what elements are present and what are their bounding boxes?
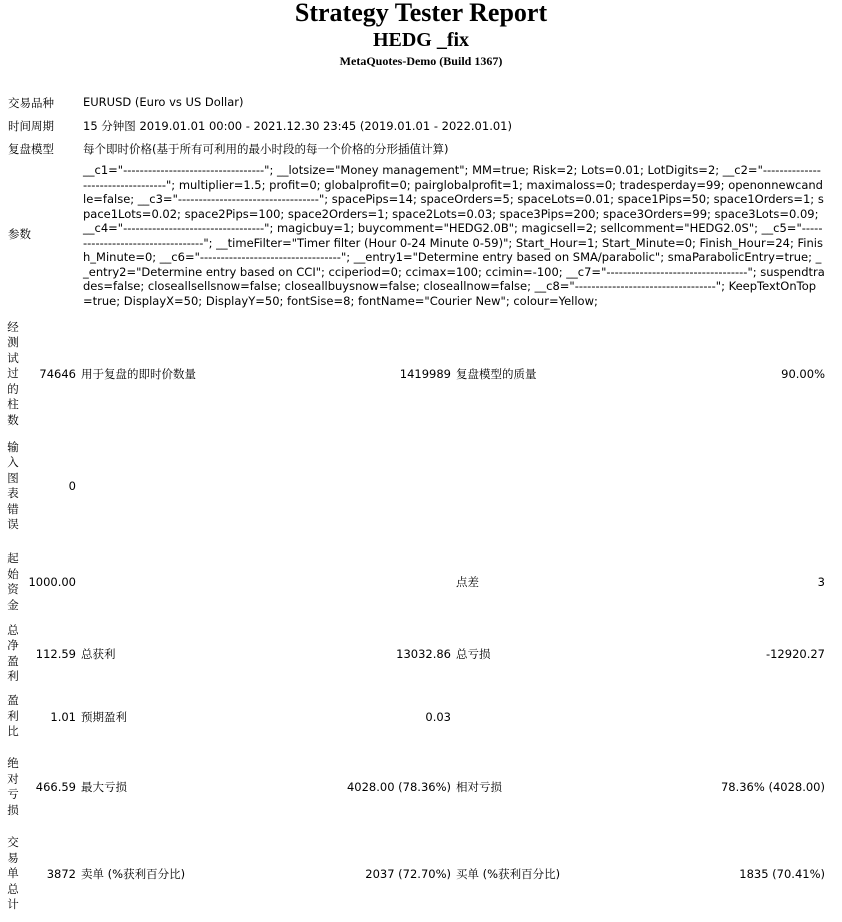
maximal-drawdown-label: 最大亏损 xyxy=(81,780,127,794)
total-trades-value: 3872 xyxy=(46,867,76,881)
parameters-label: 参数 xyxy=(8,227,31,241)
table-row xyxy=(3,318,825,430)
empty-cell xyxy=(291,430,456,542)
empty-cell xyxy=(666,685,825,748)
initial-deposit-value: 1000.00 xyxy=(28,575,76,589)
spread-value: 3 xyxy=(817,575,825,589)
expected-payoff-value: 0.03 xyxy=(425,709,451,724)
model-label: 复盘模型 xyxy=(8,142,54,156)
parameters-value: __c1="----------------------------------"; __lotsize="Money management"; MM=true; Risk=2; Lots=0.01; LotDigits=2; __c2="----------------------------------"; multiplier=1.5; profit=0; globalprofit=0; pairglobalprofit=1; maximaloss=0; tradesperday=99; openonnewcandle=false; __c3="----------------------------------"; spacePips=14; spaceOrders=5; spaceLots=0.01; space1Pips=50; space1Orders=1; space1Lots=0.02; space2Pips=100; space2Orders=1; space2Lots=0.03; space3Pips=200; space3Orders=99; space3Lots=0.09; __c4="----------------------------------"; magicbuy=1; buycomment="HEDG2.0B"; magicsell=2; sellcomment="HEDG2.0S"; __c5="----------------------------------"; __timeFilter="Timer filter (Hour 0-24 Minute 0-59)"; Start_Hour=1; Start_Minute=0; Finish_Hour=24; Finish_Minute=0; __c6="----------------------------------"; __entry1="Determine entry based on SMA/parabolic"; smaParabolicEntry=true; __entry2="Determine entry based on CCI"; cciperiod=0; ccimax=100; ccimin=-100; __c7="----------------------------------"; suspendtrades=false; closeallsellsnow=false; closeallbuysnow=false; closeallnow=false; __c8="----------------------------------"; KeepTextOnTop=true; DisplayX=50; DisplayY=50; fontSise=8; fontName="Courier New"; colour=Yellow; xyxy=(83,163,825,308)
table-row xyxy=(3,685,825,748)
relative-drawdown-label: 相对亏损 xyxy=(456,780,502,794)
absolute-drawdown-value: 466.59 xyxy=(35,780,76,794)
symbol-label: 交易品种 xyxy=(8,96,54,110)
empty-cell xyxy=(456,685,666,748)
table-row xyxy=(3,826,825,922)
long-positions-value: 1835 (70.41%) xyxy=(739,867,825,881)
chart-errors-value: 0 xyxy=(68,479,76,493)
total-net-profit-value: 112.59 xyxy=(35,646,76,661)
modelling-quality-value: 90.00% xyxy=(781,367,825,381)
table-row xyxy=(3,622,825,685)
model-value: 每个即时价格(基于所有可利用的最小时段的每一个价格的分形插值计算) xyxy=(83,142,449,156)
report-title: Strategy Tester Report xyxy=(294,0,548,27)
table-row xyxy=(3,542,825,622)
total-trades-label: 交易单总计 xyxy=(7,835,19,912)
modelling-quality-label: 复盘模型的质量 xyxy=(456,367,537,381)
table-row xyxy=(3,748,825,826)
profit-factor-value: 1.01 xyxy=(50,709,76,724)
spread-label: 点差 xyxy=(456,575,479,589)
build-info: MetaQuotes-Demo (Build 1367) xyxy=(339,54,503,68)
gross-profit-label: 总获利 xyxy=(81,646,116,661)
bars-tested-value: 74646 xyxy=(39,367,76,381)
period-value: 15 分钟图 2019.01.01 00:00 - 2021.12.30 23:45 (2019.01.01 - 2022.01.01) xyxy=(83,119,512,133)
symbol-value: EURUSD (Euro vs US Dollar) xyxy=(83,95,244,109)
chart-errors-label: 输入图表错误 xyxy=(7,439,19,531)
profit-factor-label: 盈利比 xyxy=(7,693,19,739)
short-positions-value: 2037 (72.70%) xyxy=(365,867,451,881)
total-net-profit-label: 总净盈利 xyxy=(7,622,19,683)
empty-cell xyxy=(456,430,666,542)
empty-cell xyxy=(81,542,291,622)
long-positions-label: 买单 (%获利百分比) xyxy=(456,867,561,881)
gross-loss-value: -12920.27 xyxy=(765,646,825,661)
gross-profit-value: 13032.86 xyxy=(396,646,451,661)
stats-table xyxy=(3,318,825,922)
ticks-modelled-label: 用于复盘的即时价数量 xyxy=(81,367,196,381)
gross-loss-label: 总亏损 xyxy=(456,646,491,661)
absolute-drawdown-label: 绝对亏损 xyxy=(7,756,19,817)
initial-deposit-label: 起始资金 xyxy=(7,551,19,612)
bars-tested-label: 经测试过的柱数 xyxy=(7,319,19,427)
expected-payoff-label: 预期盈利 xyxy=(81,709,127,724)
empty-cell xyxy=(291,542,456,622)
expert-name: HEDG _fix xyxy=(372,29,470,51)
empty-cell xyxy=(666,430,825,542)
ticks-modelled-value: 1419989 xyxy=(399,367,451,381)
relative-drawdown-value: 78.36% (4028.00) xyxy=(720,780,825,794)
maximal-drawdown-value: 4028.00 (78.36%) xyxy=(346,780,451,794)
period-label: 时间周期 xyxy=(8,119,54,133)
table-row xyxy=(3,430,825,542)
empty-cell xyxy=(81,430,291,542)
short-positions-label: 卖单 (%获利百分比) xyxy=(81,867,186,881)
